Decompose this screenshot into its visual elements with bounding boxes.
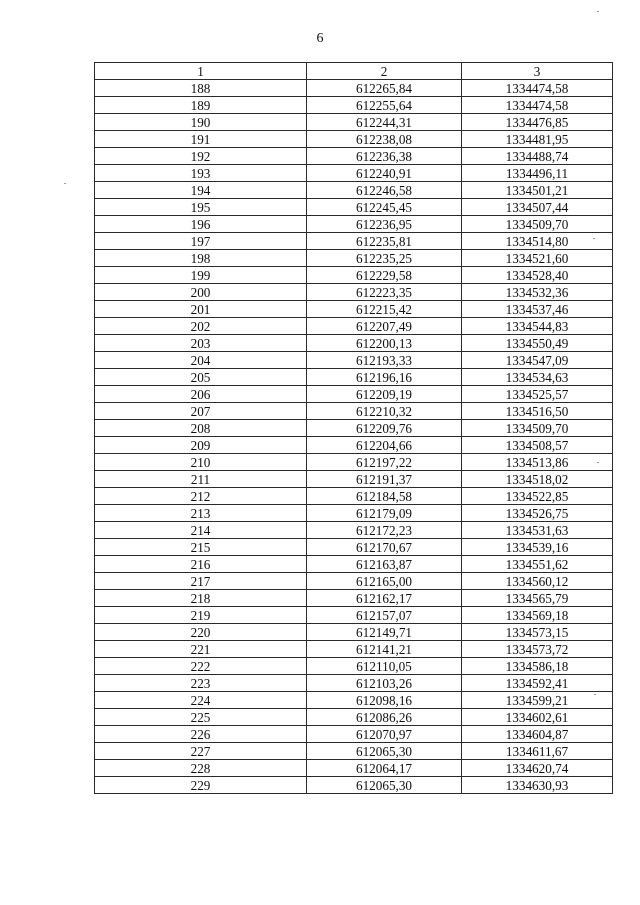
- table-row: [95, 284, 613, 301]
- header-row: [95, 63, 613, 80]
- x-coordinate-cell: 612209,19: [307, 386, 462, 403]
- y-coordinate-cell: 1334521,60: [462, 250, 613, 267]
- table-row: [95, 454, 613, 471]
- point-number-cell: 215: [95, 539, 307, 556]
- x-coordinate-cell: 612265,84: [307, 80, 462, 97]
- table-row: [95, 335, 613, 352]
- table-body: [95, 80, 613, 794]
- point-number-cell: 224: [95, 692, 307, 709]
- y-coordinate-cell: 1334592,41: [462, 675, 613, 692]
- y-coordinate-cell: 1334496,11: [462, 165, 613, 182]
- point-number-cell: 191: [95, 131, 307, 148]
- table-row: [95, 471, 613, 488]
- table-header: [95, 63, 613, 80]
- table-row: [95, 352, 613, 369]
- table-row: [95, 658, 613, 675]
- y-coordinate-cell: 1334573,72: [462, 641, 613, 658]
- y-coordinate-cell: 1334476,85: [462, 114, 613, 131]
- x-coordinate-cell: 612065,30: [307, 743, 462, 760]
- table-row: [95, 590, 613, 607]
- scan-speck: [597, 462, 599, 463]
- y-coordinate-cell: 1334488,74: [462, 148, 613, 165]
- x-coordinate-cell: 612110,05: [307, 658, 462, 675]
- y-coordinate-cell: 1334611,67: [462, 743, 613, 760]
- table-row: [95, 318, 613, 335]
- y-coordinate-cell: 1334528,40: [462, 267, 613, 284]
- y-coordinate-cell: 1334550,49: [462, 335, 613, 352]
- table-row: [95, 539, 613, 556]
- x-coordinate-cell: 612193,33: [307, 352, 462, 369]
- y-coordinate-cell: 1334560,12: [462, 573, 613, 590]
- point-number-cell: 205: [95, 369, 307, 386]
- y-coordinate-cell: 1334532,36: [462, 284, 613, 301]
- x-coordinate-cell: 612236,38: [307, 148, 462, 165]
- point-number-cell: 218: [95, 590, 307, 607]
- table-row: [95, 97, 613, 114]
- table-row: [95, 148, 613, 165]
- table-row: [95, 692, 613, 709]
- y-coordinate-cell: 1334599,21: [462, 692, 613, 709]
- table-row: [95, 437, 613, 454]
- x-coordinate-cell: 612179,09: [307, 505, 462, 522]
- y-coordinate-cell: 1334514,80: [462, 233, 613, 250]
- table-row: [95, 182, 613, 199]
- point-number-cell: 219: [95, 607, 307, 624]
- table-row: [95, 556, 613, 573]
- x-coordinate-cell: 612235,25: [307, 250, 462, 267]
- y-coordinate-cell: 1334526,75: [462, 505, 613, 522]
- x-coordinate-cell: 612196,16: [307, 369, 462, 386]
- x-coordinate-cell: 612086,26: [307, 709, 462, 726]
- point-number-cell: 201: [95, 301, 307, 318]
- table-row: [95, 369, 613, 386]
- point-number-cell: 208: [95, 420, 307, 437]
- point-number-cell: 222: [95, 658, 307, 675]
- table-row: [95, 505, 613, 522]
- table-row: [95, 726, 613, 743]
- y-coordinate-cell: 1334547,09: [462, 352, 613, 369]
- x-coordinate-cell: 612215,42: [307, 301, 462, 318]
- y-coordinate-cell: 1334602,61: [462, 709, 613, 726]
- table-row: [95, 760, 613, 777]
- x-coordinate-cell: 612255,64: [307, 97, 462, 114]
- y-coordinate-cell: 1334620,74: [462, 760, 613, 777]
- point-number-cell: 197: [95, 233, 307, 250]
- table-row: [95, 301, 613, 318]
- point-number-cell: 211: [95, 471, 307, 488]
- table-row: [95, 641, 613, 658]
- point-number-cell: 199: [95, 267, 307, 284]
- table-row: [95, 420, 613, 437]
- column-header-y-coordinate: 3: [462, 63, 613, 80]
- table-row: [95, 624, 613, 641]
- y-coordinate-cell: 1334573,15: [462, 624, 613, 641]
- y-coordinate-cell: 1334522,85: [462, 488, 613, 505]
- table-row: [95, 607, 613, 624]
- x-coordinate-cell: 612240,91: [307, 165, 462, 182]
- x-coordinate-cell: 612235,81: [307, 233, 462, 250]
- point-number-cell: 204: [95, 352, 307, 369]
- point-number-cell: 203: [95, 335, 307, 352]
- point-number-cell: 198: [95, 250, 307, 267]
- y-coordinate-cell: 1334539,16: [462, 539, 613, 556]
- point-number-cell: 225: [95, 709, 307, 726]
- y-coordinate-cell: 1334507,44: [462, 199, 613, 216]
- x-coordinate-cell: 612191,37: [307, 471, 462, 488]
- table-row: [95, 522, 613, 539]
- scan-speck: [64, 183, 66, 184]
- table-row: [95, 403, 613, 420]
- point-number-cell: 188: [95, 80, 307, 97]
- x-coordinate-cell: 612209,76: [307, 420, 462, 437]
- table-row: [95, 573, 613, 590]
- table-row: [95, 743, 613, 760]
- x-coordinate-cell: 612245,45: [307, 199, 462, 216]
- table-row: [95, 131, 613, 148]
- point-number-cell: 189: [95, 97, 307, 114]
- x-coordinate-cell: 612244,31: [307, 114, 462, 131]
- column-header-x-coordinate: 2: [307, 63, 462, 80]
- x-coordinate-cell: 612207,49: [307, 318, 462, 335]
- point-number-cell: 196: [95, 216, 307, 233]
- x-coordinate-cell: 612157,07: [307, 607, 462, 624]
- y-coordinate-cell: 1334630,93: [462, 777, 613, 794]
- y-coordinate-cell: 1334534,63: [462, 369, 613, 386]
- table-row: [95, 216, 613, 233]
- point-number-cell: 226: [95, 726, 307, 743]
- y-coordinate-cell: 1334513,86: [462, 454, 613, 471]
- table-row: [95, 250, 613, 267]
- table-row: [95, 675, 613, 692]
- x-coordinate-cell: 612170,67: [307, 539, 462, 556]
- point-number-cell: 206: [95, 386, 307, 403]
- x-coordinate-cell: 612149,71: [307, 624, 462, 641]
- coordinates-table: [94, 62, 613, 794]
- y-coordinate-cell: 1334474,58: [462, 80, 613, 97]
- x-coordinate-cell: 612141,21: [307, 641, 462, 658]
- x-coordinate-cell: 612163,87: [307, 556, 462, 573]
- x-coordinate-cell: 612204,66: [307, 437, 462, 454]
- table-row: [95, 233, 613, 250]
- table-row: [95, 709, 613, 726]
- y-coordinate-cell: 1334551,62: [462, 556, 613, 573]
- table-row: [95, 777, 613, 794]
- scan-speck: [597, 11, 599, 12]
- x-coordinate-cell: 612162,17: [307, 590, 462, 607]
- point-number-cell: 221: [95, 641, 307, 658]
- point-number-cell: 216: [95, 556, 307, 573]
- x-coordinate-cell: 612064,17: [307, 760, 462, 777]
- y-coordinate-cell: 1334508,57: [462, 437, 613, 454]
- point-number-cell: 213: [95, 505, 307, 522]
- point-number-cell: 193: [95, 165, 307, 182]
- y-coordinate-cell: 1334565,79: [462, 590, 613, 607]
- table-row: [95, 80, 613, 97]
- point-number-cell: 212: [95, 488, 307, 505]
- x-coordinate-cell: 612065,30: [307, 777, 462, 794]
- point-number-cell: 228: [95, 760, 307, 777]
- point-number-cell: 214: [95, 522, 307, 539]
- point-number-cell: 200: [95, 284, 307, 301]
- x-coordinate-cell: 612098,16: [307, 692, 462, 709]
- x-coordinate-cell: 612229,58: [307, 267, 462, 284]
- x-coordinate-cell: 612200,13: [307, 335, 462, 352]
- x-coordinate-cell: 612103,26: [307, 675, 462, 692]
- y-coordinate-cell: 1334569,18: [462, 607, 613, 624]
- point-number-cell: 217: [95, 573, 307, 590]
- point-number-cell: 227: [95, 743, 307, 760]
- point-number-cell: 229: [95, 777, 307, 794]
- x-coordinate-cell: 612223,35: [307, 284, 462, 301]
- x-coordinate-cell: 612070,97: [307, 726, 462, 743]
- y-coordinate-cell: 1334509,70: [462, 216, 613, 233]
- table-row: [95, 199, 613, 216]
- y-coordinate-cell: 1334474,58: [462, 97, 613, 114]
- point-number-cell: 209: [95, 437, 307, 454]
- y-coordinate-cell: 1334604,87: [462, 726, 613, 743]
- page-number: 6: [316, 31, 324, 46]
- x-coordinate-cell: 612238,08: [307, 131, 462, 148]
- y-coordinate-cell: 1334531,63: [462, 522, 613, 539]
- point-number-cell: 207: [95, 403, 307, 420]
- table-row: [95, 267, 613, 284]
- x-coordinate-cell: 612236,95: [307, 216, 462, 233]
- point-number-cell: 210: [95, 454, 307, 471]
- table-row: [95, 386, 613, 403]
- scan-speck: [593, 238, 595, 239]
- point-number-cell: 220: [95, 624, 307, 641]
- table-row: [95, 488, 613, 505]
- y-coordinate-cell: 1334509,70: [462, 420, 613, 437]
- x-coordinate-cell: 612184,58: [307, 488, 462, 505]
- y-coordinate-cell: 1334516,50: [462, 403, 613, 420]
- table-row: [95, 165, 613, 182]
- point-number-cell: 223: [95, 675, 307, 692]
- point-number-cell: 195: [95, 199, 307, 216]
- y-coordinate-cell: 1334501,21: [462, 182, 613, 199]
- point-number-cell: 202: [95, 318, 307, 335]
- x-coordinate-cell: 612246,58: [307, 182, 462, 199]
- point-number-cell: 190: [95, 114, 307, 131]
- y-coordinate-cell: 1334537,46: [462, 301, 613, 318]
- y-coordinate-cell: 1334525,57: [462, 386, 613, 403]
- y-coordinate-cell: 1334518,02: [462, 471, 613, 488]
- y-coordinate-cell: 1334586,18: [462, 658, 613, 675]
- point-number-cell: 192: [95, 148, 307, 165]
- y-coordinate-cell: 1334481,95: [462, 131, 613, 148]
- point-number-cell: 194: [95, 182, 307, 199]
- column-header-point-number: 1: [95, 63, 307, 80]
- y-coordinate-cell: 1334544,83: [462, 318, 613, 335]
- x-coordinate-cell: 612197,22: [307, 454, 462, 471]
- scan-speck: [594, 694, 596, 695]
- x-coordinate-cell: 612172,23: [307, 522, 462, 539]
- x-coordinate-cell: 612165,00: [307, 573, 462, 590]
- table-row: [95, 114, 613, 131]
- x-coordinate-cell: 612210,32: [307, 403, 462, 420]
